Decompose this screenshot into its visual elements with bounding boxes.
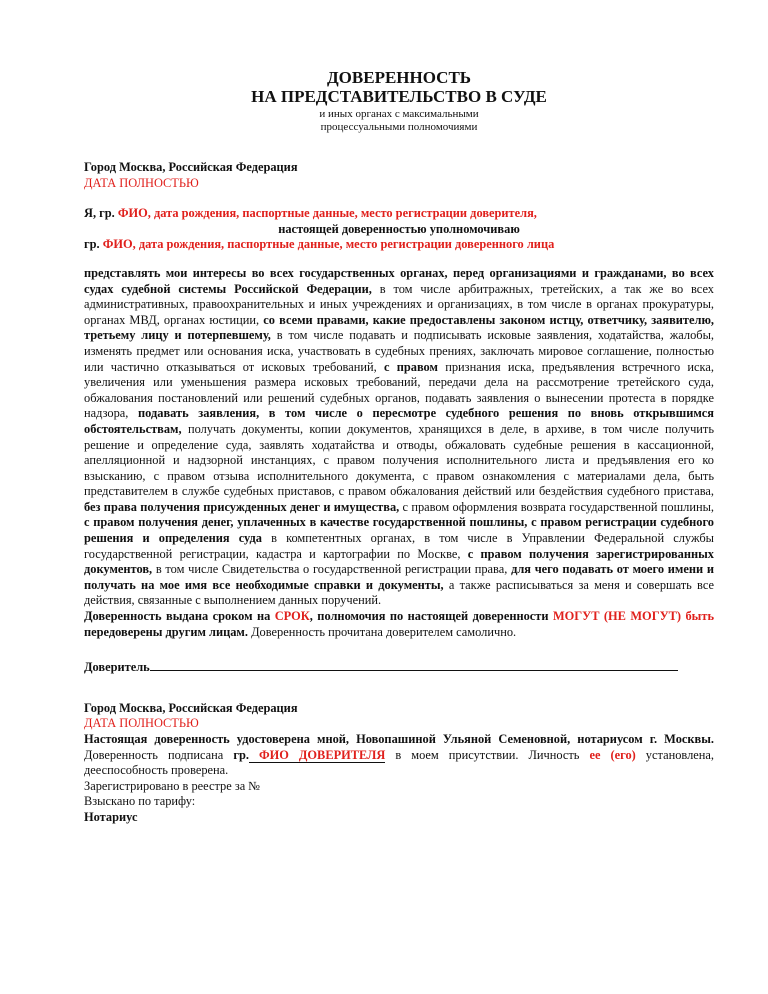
- power-of-attorney-document: [84, 68, 714, 826]
- powers-institutions: в том числе арбитражных, третейских, а так же во всех административных, правоохранительных и иных учреждениях и организациях, в том числе в органах прокуратуры, органах МВД, органах юстиции,: [84, 281, 714, 327]
- powers-actions: в том числе подавать и подписывать исковые заявления, ходатайства, жалобы, изменять предмет или основания иска, участвовать в судебных прениях, заключать мировое соглашение, полностью или частично отказываться от исковых требований,: [84, 328, 714, 374]
- principal-prefix: Я, гр.: [84, 206, 115, 221]
- title-line-1: ДОВЕРЕННОСТЬ: [326, 68, 472, 87]
- powers-with-right: с правом: [383, 359, 438, 374]
- signature-underline: [150, 658, 678, 671]
- notary-label: Нотариус: [84, 809, 138, 824]
- powers-scope: представлять мои интересы во всех государственных органах, перед организациями и гражданами, во всех судах судебной системы Российской Федерации,: [84, 265, 714, 296]
- place-block: [84, 160, 714, 191]
- term-be: быть: [685, 609, 714, 624]
- date-placeholder: ДАТА ПОЛНОСТЬЮ: [84, 175, 199, 190]
- notary-certified-by: Настоящая доверенность удостоверена мной, Новопашиной Ульяной Семеновной, нотариусом г. Москвы.: [84, 732, 714, 746]
- document-title: [84, 68, 714, 106]
- notary-city: Город Москва, Российская Федерация: [84, 700, 298, 715]
- powers-restriction: без права получения присужденных денег и имущества,: [84, 499, 400, 514]
- powers-review: подавать заявления, в том числе о пересмотре судебного решения по вновь открывшимся обстоятельствам,: [84, 406, 714, 436]
- notary-principal-placeholder: ФИО ДОВЕРИТЕЛЯ: [248, 747, 386, 762]
- powers-signing: а также расписываться за меня и совершать все действия, связанные с выполнением данных поручений.: [84, 577, 714, 608]
- powers-rights: со всеми правами, какие предоставлены законом истцу, ответчику, заявителю, третьему лицу и потерпевшему,: [84, 312, 715, 343]
- agent-prefix: гр.: [84, 237, 100, 252]
- agent-line: [84, 237, 714, 253]
- notary-identity-verified: установлена, дееспособность проверена.: [84, 747, 714, 778]
- powers-duty-refund: с правом оформления возврата государственной пошлины,: [399, 499, 715, 514]
- powers-registered-docs: с правом получения зарегистрированных документов,: [84, 546, 714, 577]
- powers-claims: признания иска, предъявления встречного иска, увеличения или уменьшения размера исковых требований, передачи дела на рассмотрение третейского суда, обжалования постановлений или решений судебных органов, подавать заявления о вынесении протеста в порядке надзора,: [84, 359, 714, 421]
- notary-tariff: Взыскано по тарифу:: [84, 794, 196, 809]
- principal-block: [84, 206, 714, 253]
- subtitle-line-2: процессуальными полномочиями: [320, 121, 478, 133]
- term-read: Доверенность прочитана доверителем самолично.: [247, 624, 517, 639]
- principal-line: [84, 206, 714, 222]
- powers-duty-money: с правом получения денег, уплаченных в качестве государственной пошлины, с правом регистрации судебного решения и определения суда: [84, 515, 714, 546]
- powers-references: для чего подавать от моего имени и получать на мое имя все необходимые справки и документы,: [84, 562, 714, 592]
- document-subtitle: [84, 108, 714, 134]
- title-line-2: НА ПРЕДСТАВИТЕЛЬСТВО В СУДЕ: [251, 87, 547, 106]
- powers-certificate: в том числе Свидетельства о государственной регистрации права,: [152, 562, 512, 577]
- powers-agencies: в компетентных органах, в том числе в Управлении Федеральной службы государственной регистрации, кадастра и картографии по Москве,: [84, 531, 714, 561]
- notary-pronoun-placeholder: ее (его): [589, 747, 636, 762]
- notary-block: [84, 701, 714, 826]
- city-line: Город Москва, Российская Федерация: [84, 160, 298, 174]
- term-powers: , полномочия по настоящей доверенности: [309, 609, 553, 624]
- term-delegation: передоверены другим лицам.: [84, 624, 248, 639]
- notary-citizen-prefix: гр.: [233, 747, 249, 762]
- agent-details: ФИО, дата рождения, паспортные данные, место регистрации доверенного лица: [102, 237, 555, 252]
- powers-documents: получать документы, копии документов, хранящихся в деле, в архиве, в том числе получить решение и определение суда, заявлять ходатайства и отводы, обжаловать судебные решения в кассационной, апелляционной и надзорной инстанциях, с правом получения исполнительного листа и предъявления его ко взысканию, с правом отзыва исполнительного документа, с правом ознакомления с материалами дела, быть представителем в службе судебных приставов, с правом обжалования действий или бездействия судебного пристава,: [84, 421, 714, 499]
- notary-date-placeholder: ДАТА ПОЛНОСТЬЮ: [84, 716, 199, 731]
- term-intro: Доверенность выдана сроком на: [84, 609, 275, 624]
- term-paragraph: [84, 609, 714, 640]
- signature-line: [84, 658, 714, 676]
- notary-registry: Зарегистрировано в реестре за №: [84, 778, 261, 793]
- term-placeholder: СРОК: [274, 609, 310, 624]
- term-may-placeholder: МОГУТ (НЕ МОГУТ): [552, 609, 682, 624]
- notary-signed: Доверенность подписана: [84, 747, 234, 762]
- powers-paragraph: [84, 266, 714, 609]
- notary-certification: [84, 732, 714, 779]
- signature-label: Доверитель: [84, 660, 150, 675]
- principal-details: ФИО, дата рождения, паспортные данные, место регистрации доверителя,: [117, 206, 537, 221]
- authorize-line: настоящей доверенностью уполномочиваю: [278, 221, 520, 236]
- subtitle-line-1: и иных органах с максимальными: [319, 108, 479, 120]
- notary-presence: в моем присутствии. Личность: [385, 747, 590, 762]
